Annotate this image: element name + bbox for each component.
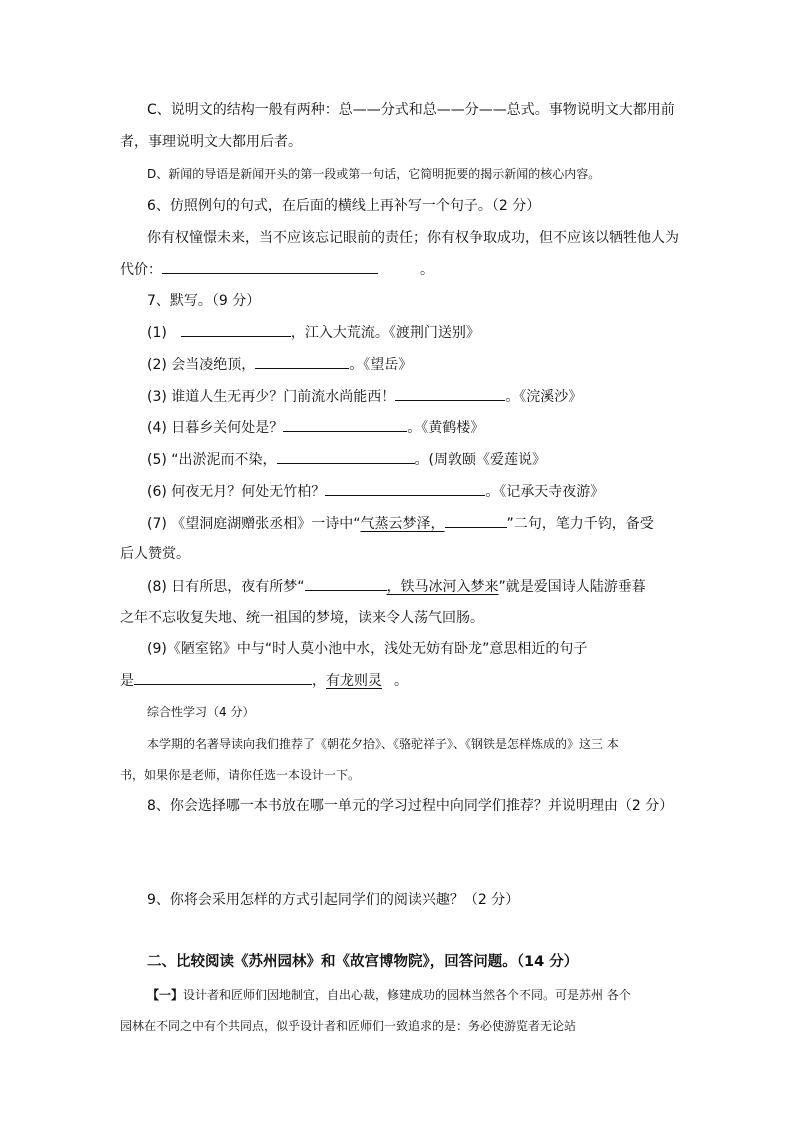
question-6-title: 6、仿照例句的句式，在后面的横线上再补写一个句子。（2 分） [147, 198, 541, 214]
item-text: (8) 日有所思，夜有所梦“ [147, 579, 305, 595]
item-text: ，江入大荒流。《渡荆门送别》 [290, 325, 480, 341]
item-text: (7) 《望洞庭湖赠张丞相》一诗中“ [147, 516, 361, 532]
comprehensive-learning-intro-2: 书，如果你是老师，请你任选一本设计一下。 [120, 768, 361, 782]
dictation-item-6 [147, 481, 604, 502]
question-7-title: 7、默写。（9 分） [147, 293, 261, 309]
passage-label: 【一】 [147, 988, 184, 1002]
passage-1-line-1 [147, 985, 631, 1005]
answer-blank[interactable] [445, 513, 507, 528]
item-text: ， [312, 673, 326, 689]
item-text: (6) 何夜无月？何处无竹柏？ [147, 484, 326, 500]
answer-blank[interactable] [283, 417, 407, 432]
item-text: (4) 日暮乡关何处是？ [147, 420, 284, 436]
option-d-line: D、新闻的导语是新闻开头的第一段或第一句话，它简明扼要的揭示新闻的核心内容。 [147, 167, 601, 181]
dictation-item-8-continued: 之年不忘收复失地、统一祖国的梦境，读来令人荡气回肠。 [120, 610, 484, 626]
answer-blank[interactable] [255, 354, 349, 369]
underlined-text: ，铁马冰河入梦来 [386, 579, 499, 595]
question-6-example-line-1: 你有权憧憬未来，当不应该忘记眼前的责任；你有权争取成功，但不应该以牺牲他人为 [147, 230, 679, 246]
item-text: (3) 谁道人生无再少？门前流水尚能西！ [147, 389, 396, 405]
question-6-suffix: 。 [420, 262, 434, 278]
item-number: (1) [147, 325, 167, 341]
dictation-item-7 [147, 513, 654, 534]
comprehensive-learning-title: 综合性学习（4 分） [147, 705, 255, 719]
dictation-item-2 [147, 354, 412, 375]
option-c-line-2: 者，事理说明文大都用后者。 [120, 134, 302, 150]
section-2-heading: 二、比较阅读《苏州园林》和《故宫博物院》，回答问题。（14 分） [147, 954, 579, 970]
item-text: 。(周敦颐《爱莲说》 [414, 452, 547, 468]
item-text: ”就是爱国诗人陆游垂暮 [498, 579, 646, 595]
dictation-item-4 [147, 417, 484, 438]
dictation-item-3 [147, 386, 582, 407]
answer-blank[interactable] [395, 386, 505, 401]
item-text: (5) “出淤泥而不染， [147, 452, 277, 468]
item-text: 。《黄鹤楼》 [407, 420, 485, 436]
passage-text: 设计者和匠师们因地制宜，自出心裁，修建成功的园林当然各个不同。可是苏州 各个 [183, 988, 631, 1002]
option-c-line-1: C、说明文的结构一般有两种：总——分式和总——分——总式。事物说明文大都用前 [147, 102, 675, 118]
question-9: 9、你将会采用怎样的方式引起同学们的阅读兴趣？（2 分） [147, 892, 520, 908]
dictation-item-7-continued: 后人赞赏。 [120, 546, 190, 562]
question-8: 8、你会选择哪一本书放在哪一单元的学习过程中向同学们推荐？并说明理由（2 分） [147, 798, 674, 814]
item-text: 是 [120, 673, 134, 689]
comprehensive-learning-intro-1: 本学期的名著导读向我们推荐了《朝花夕拾》、《骆驼祥子》、《钢铁是怎样炼成的》这三 本 [147, 737, 619, 751]
passage-1-line-2: 园林在不同之中有个共同点，似乎设计者和匠师们一致追求的是：务必使游览者无论站 [120, 1019, 577, 1033]
item-text: (2) 会当凌绝顶， [147, 357, 256, 373]
item-text: 。《望岳》 [349, 357, 413, 373]
dictation-item-9: (9)《陋室铭》中与“时人莫小池中水，浅处无妨有卧龙”意思相近的句子 [147, 641, 588, 657]
dictation-item-8 [147, 576, 646, 597]
item-text: 。 [394, 673, 408, 689]
item-text: ”二句，笔力千钧，备受 [506, 516, 654, 532]
answer-blank[interactable] [134, 670, 312, 685]
question-6-example-line-2 [120, 259, 434, 280]
dictation-item-9-continued [120, 670, 408, 691]
item-text: 。《记承天寺夜游》 [485, 484, 605, 500]
question-6-prefix: 代价： [120, 262, 162, 278]
item-text: 。《浣溪沙》 [505, 389, 583, 405]
answer-blank[interactable] [277, 449, 415, 464]
underlined-text: 气蒸云梦泽， [360, 516, 445, 532]
dictation-item-5 [147, 449, 546, 470]
dictation-item-1 [147, 322, 480, 343]
answer-blank[interactable] [162, 259, 378, 274]
answer-blank[interactable] [305, 576, 387, 591]
answer-blank[interactable] [181, 322, 291, 337]
underlined-text: 有龙则灵 [326, 673, 382, 689]
answer-blank[interactable] [325, 481, 485, 496]
